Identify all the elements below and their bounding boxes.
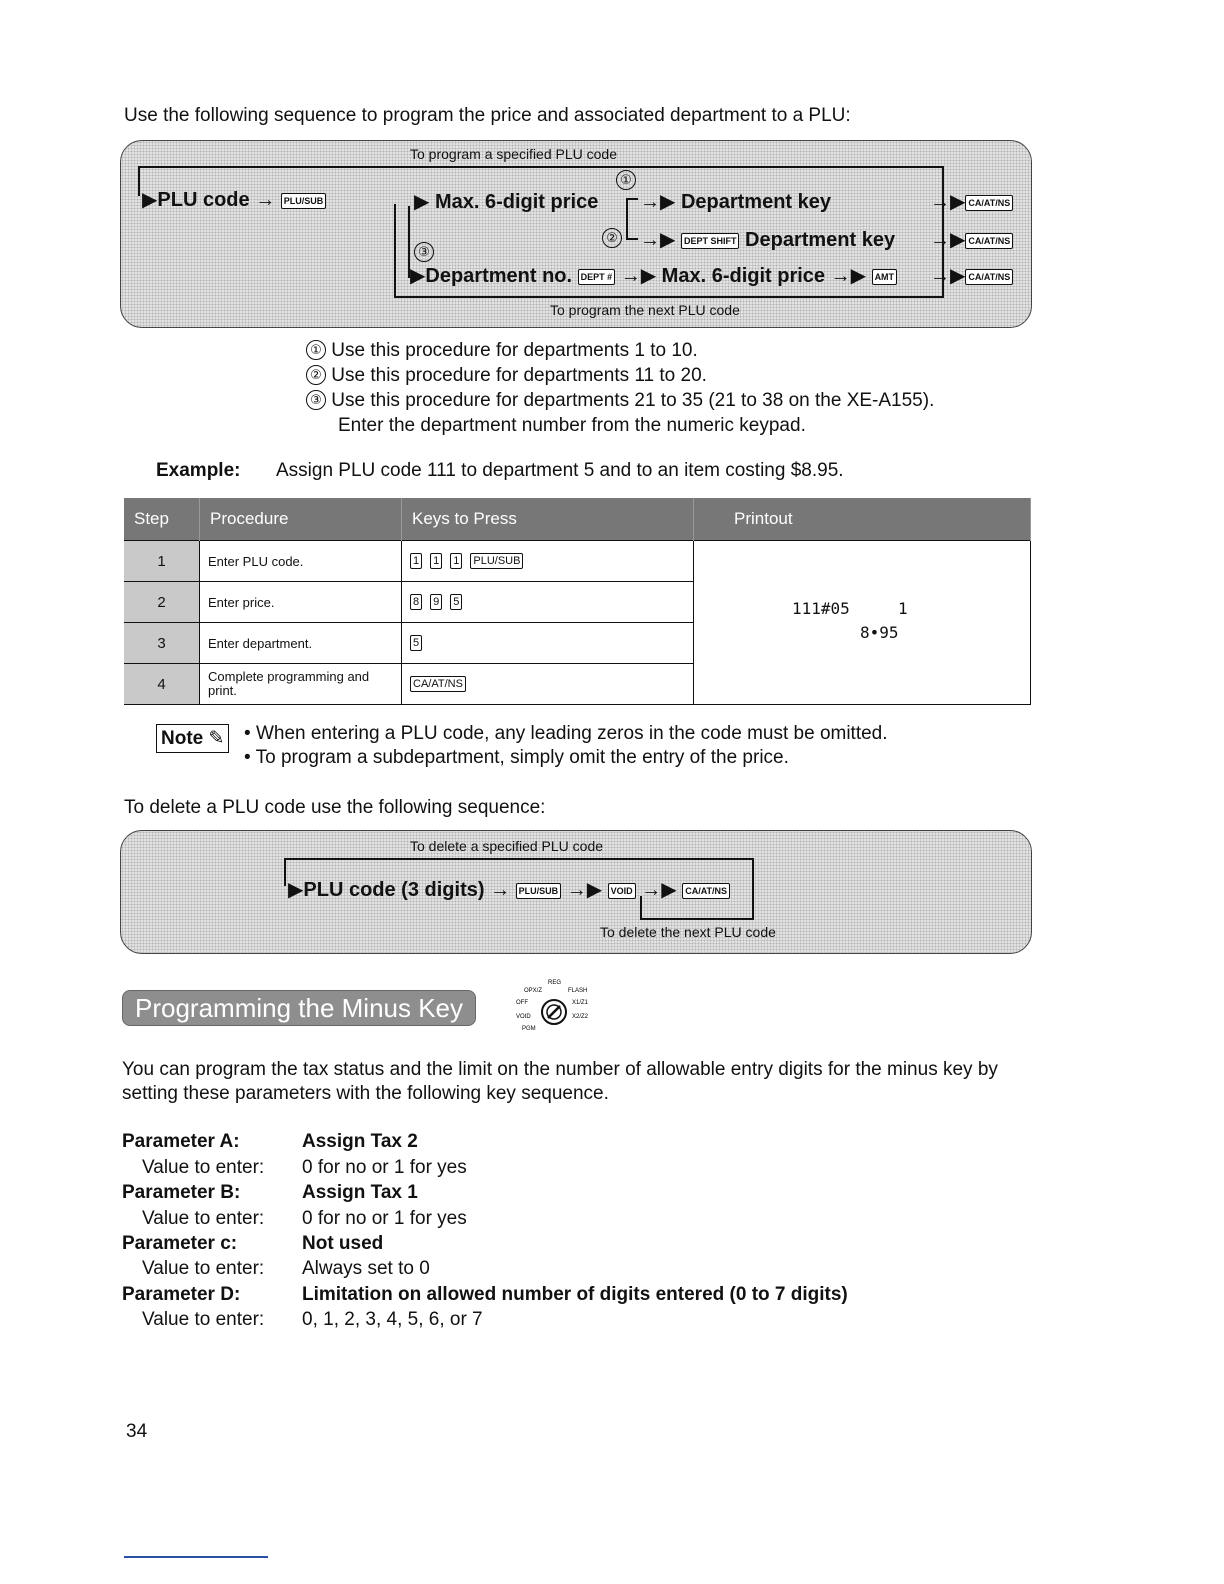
table-row: 2 Enter price. 8 9 5 [124, 582, 1031, 623]
delete-intro: To delete a PLU code use the following sequence: [124, 797, 546, 818]
dept-hash-key: DEPT # [578, 269, 616, 285]
param-c-label: Parameter c: [122, 1233, 238, 1254]
param-c-value-label: Value to enter: [142, 1258, 265, 1279]
section-body: You can program the tax status and the limit on the number of allowable entry digits for the minus key by setting these parameters with the following key sequence. [122, 1059, 998, 1104]
param-d-value-label: Value to enter: [142, 1309, 265, 1330]
flow1-dept-key-1: Department key [680, 191, 832, 213]
section-title: Programming the Minus Key [122, 990, 476, 1026]
param-d-value: 0, 1, 2, 3, 4, 5, 6, or 7 [302, 1309, 483, 1330]
header-step: Step [124, 498, 200, 541]
printout-line-2: 8•95 [860, 623, 899, 642]
flow2-plu-code: PLU code (3 digits) [303, 879, 485, 901]
param-a-value-label: Value to enter: [142, 1157, 265, 1178]
param-d-label: Parameter D: [122, 1284, 241, 1305]
param-c-name: Not used [302, 1233, 384, 1254]
param-b-name: Assign Tax 1 [302, 1182, 418, 1203]
procedure-note-1: ① Use this procedure for departments 1 to 10. [306, 339, 698, 363]
dial-label-flash: FLASH [568, 988, 588, 994]
dial-label-x1z1: X1/Z1 [572, 1000, 589, 1006]
table-row: 1 Enter PLU code. 1 1 1 PLU/SUB 111#05 1 8•95 [124, 541, 1031, 582]
flow1-plu-code: PLU code [157, 189, 250, 211]
dial-label-x2z2: X2/Z2 [572, 1014, 589, 1020]
ca-at-ns-key-3: CA/AT/NS [965, 269, 1013, 285]
flow1-bottom-label: To program the next PLU code [550, 302, 740, 318]
dial-label-pgm: PGM [522, 1026, 536, 1032]
plu-sub-key: PLU/SUB [281, 193, 327, 209]
ca-at-ns-key-1: CA/AT/NS [965, 195, 1013, 211]
procedure-note-2: ② Use this procedure for departments 11 to 20. [306, 364, 707, 388]
example-text: Assign PLU code 111 to department 5 and to an item costing $8.95. [276, 460, 844, 481]
amt-key: AMT [872, 269, 898, 285]
dial-label-off: OFF [516, 1000, 528, 1006]
intro-text: Use the following sequence to program the price and associated department to a PLU: [124, 105, 851, 126]
note-badge: Note ✎ [156, 724, 229, 753]
param-b-value-label: Value to enter: [142, 1208, 265, 1229]
note-bullet-1: • When entering a PLU code, any leading zeros in the code must be omitted. [244, 723, 888, 744]
dial-label-void: VOID [516, 1014, 531, 1020]
flow1-max-price-2: Max. 6-digit price [661, 265, 826, 287]
flow1-top-label: To program a specified PLU code [410, 146, 617, 162]
program-flow-diagram [120, 140, 1032, 328]
param-b-label: Parameter B: [122, 1182, 241, 1203]
flow1-marker-2: ② [602, 228, 622, 248]
footer-rule [124, 1556, 268, 1558]
printout-cell [694, 541, 1031, 705]
flow1-max-price: Max. 6-digit price [434, 191, 599, 213]
example-label: Example: [156, 460, 241, 481]
table-row: 3 Enter department. 5 [124, 623, 1031, 664]
note-bullet-2: • To program a subdepartment, simply omit the entry of the price. [244, 747, 789, 768]
param-c-value: Always set to 0 [302, 1258, 430, 1279]
header-procedure: Procedure [200, 498, 402, 541]
flow2-top-label: To delete a specified PLU code [410, 838, 604, 854]
table-row: 4 Complete programming and print. CA/AT/NS [124, 664, 1031, 705]
param-d-name: Limitation on allowed number of digits entered (0 to 7 digits) [302, 1284, 848, 1305]
procedure-note-3-cont: Enter the department number from the numeric keypad. [338, 415, 806, 436]
param-a-name: Assign Tax 2 [302, 1131, 418, 1152]
flow1-dept-key-2: Department key [745, 229, 896, 251]
flow1-marker-3: ③ [414, 242, 434, 262]
ca-at-ns-key-4: CA/AT/NS [682, 883, 730, 899]
dept-shift-key: DEPT SHIFT [681, 233, 740, 249]
dial-label-reg: REG [548, 980, 562, 986]
header-keys: Keys to Press [402, 498, 694, 541]
printout-line-1: 111#05 1 [792, 599, 908, 618]
flow1-marker-1: ① [616, 170, 636, 190]
dial-label-opx: OPX/Z [524, 988, 543, 994]
example-steps-table [124, 498, 1031, 705]
param-a-value: 0 for no or 1 for yes [302, 1157, 467, 1178]
plu-sub-key-2: PLU/SUB [516, 883, 562, 899]
procedure-note-3: ③ Use this procedure for departments 21 to 35 (21 to 38 on the XE-A155). [306, 389, 934, 413]
header-printout: Printout [694, 498, 1031, 541]
page-number: 34 [126, 1421, 148, 1442]
flow1-dept-no: Department no. [425, 265, 573, 287]
ca-at-ns-key-2: CA/AT/NS [965, 233, 1013, 249]
mode-switch-dial-icon [512, 978, 608, 1038]
flow2-bottom-label: To delete the next PLU code [600, 924, 776, 940]
void-key: VOID [608, 883, 636, 899]
param-b-value: 0 for no or 1 for yes [302, 1208, 467, 1229]
pencil-icon: ✎ [208, 728, 225, 749]
param-a-label: Parameter A: [122, 1131, 240, 1152]
